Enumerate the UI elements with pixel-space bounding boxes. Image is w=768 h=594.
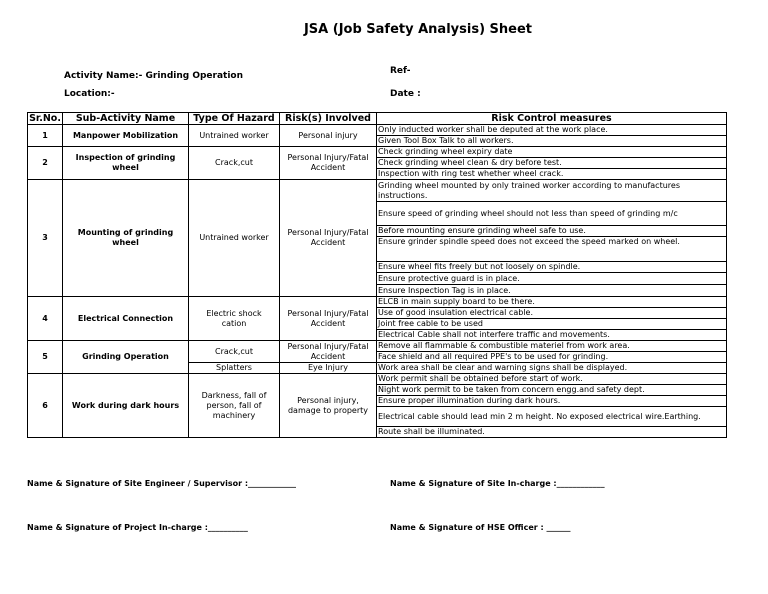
sub-activity: Electrical Connection [63,297,189,341]
risk: Personal Injury/Fatal Accident [280,341,377,363]
risk: Eye Injury [280,363,377,374]
table-row [28,180,727,202]
control-measure: Joint free cable to be used [377,319,727,330]
control-measure: Use of good insulation electrical cable. [377,308,727,319]
table-row [28,125,727,136]
sr-no: 5 [28,341,63,374]
table-row [28,341,727,352]
control-measure: Ensure speed of grinding wheel should not less than speed of grinding m/c [377,202,727,226]
control-measure: Work permit shall be obtained before start of work. [377,374,727,385]
sub-activity: Manpower Mobilization [63,125,189,147]
sub-activity: Mounting of grinding wheel [63,180,189,297]
control-measure: Electrical Cable shall not interfere traffic and movements. [377,330,727,341]
table-row [28,297,727,308]
control-measure: Before mounting ensure grinding wheel safe to use. [377,226,727,237]
control-measure: Night work permit to be taken from concern engg.and safety dept. [377,385,727,396]
risk: Personal Injury/Fatal Accident [280,147,377,180]
control-measure: Grinding wheel mounted by only trained worker according to manufactures instructions. [377,180,727,202]
site-incharge-signature: Name & Signature of Site In-charge :____________ [390,479,605,488]
risk: Personal injury, damage to property [280,374,377,438]
control-measure: Ensure proper illumination during dark hours. [377,396,727,407]
hazard: Untrained worker [189,125,280,147]
hazard: Crack,cut [189,147,280,180]
control-measure: Remove all flammable & combustible materiel from work area. [377,341,727,352]
control-measure: Route shall be illuminated. [377,427,727,438]
table-row [28,374,727,385]
hazard: Darkness, fall of person, fall of machinery [189,374,280,438]
control-measure: Ensure protective guard is in place. [377,273,727,285]
sr-no: 4 [28,297,63,341]
location-label: Location:- [64,89,115,99]
ref-label: Ref- [390,66,411,76]
activity-name: Activity Name:- Grinding Operation [64,71,244,81]
sr-no: 1 [28,125,63,147]
sub-activity: Work during dark hours [63,374,189,438]
control-measure: ELCB in main supply board to be there. [377,297,727,308]
page-title: JSA (Job Safety Analysis) Sheet [303,22,533,37]
table-row [28,147,727,158]
control-measure: Electrical cable should lead min 2 m height. No exposed electrical wire.Earthing. [377,407,727,427]
control-measure: Ensure wheel fits freely but not loosely on spindle. [377,262,727,273]
risk: Personal injury [280,125,377,147]
control-measure: Work area shall be clear and warning signs shall be displayed. [377,363,727,374]
jsa-table [27,112,727,438]
control-measure: Face shield and all required PPE's to be used for grinding. [377,352,727,363]
risk: Personal Injury/Fatal Accident [280,297,377,341]
hazard: Electric shock cation [189,297,280,341]
col-header-measures: Risk Control measures [377,113,727,125]
col-header-sr: Sr.No. [29,112,61,124]
hazard: Splatters [189,363,280,374]
sr-no: 3 [28,180,63,297]
date-label: Date : [390,89,421,99]
site-engineer-signature: Name & Signature of Site Engineer / Supervisor :____________ [27,479,297,488]
hse-officer-signature: Name & Signature of HSE Officer : ______ [390,523,571,532]
sr-no: 6 [28,374,63,438]
hazard: Crack,cut [189,341,280,363]
risk: Personal Injury/Fatal Accident [280,180,377,297]
sub-activity: Grinding Operation [63,341,189,374]
control-measure: Ensure grinder spindle speed does not exceed the speed marked on wheel. [377,237,727,262]
control-measure: Check grinding wheel expiry date [377,147,727,158]
control-measure: Inspection with ring test whether wheel crack. [377,169,727,180]
table-header-row [28,113,727,125]
control-measure: Only inducted worker shall be deputed at the work place. [377,125,727,136]
hazard: Untrained worker [189,180,280,297]
project-incharge-signature: Name & Signature of Project In-charge :__________ [27,523,248,532]
col-header-risk: Risk(s) Involved [280,113,377,125]
sub-activity: Inspection of grinding wheel [63,147,189,180]
sr-no: 2 [28,147,63,180]
col-header-hazard: Type Of Hazard [189,113,280,125]
col-header-activity: Sub-Activity Name [63,113,189,125]
control-measure: Given Tool Box Talk to all workers. [377,136,727,147]
control-measure: Ensure Inspection Tag is in place. [377,285,727,297]
control-measure: Check grinding wheel clean & dry before test. [377,158,727,169]
